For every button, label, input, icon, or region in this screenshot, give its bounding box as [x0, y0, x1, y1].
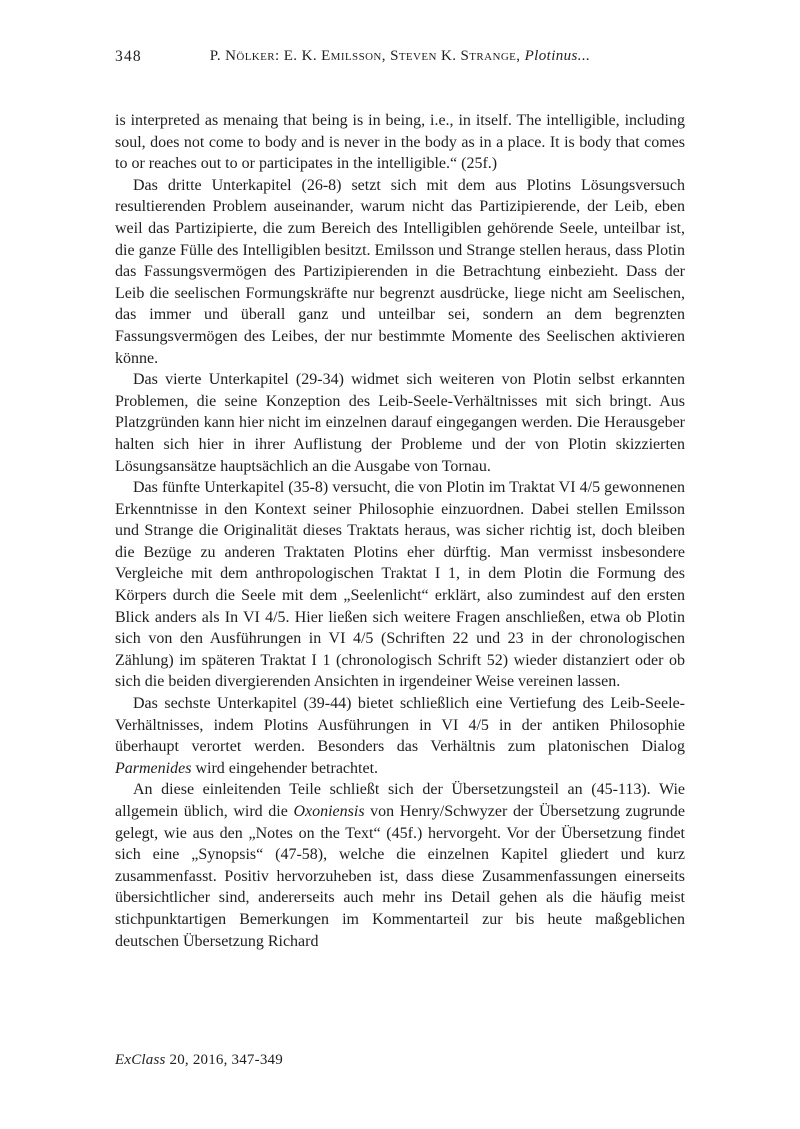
- paragraph-translation-text-end: von Henry/Schwyzer der Übersetzung zugrunde gelegt, wie aus den „Notes on the Text“ (45f.) hervorgeht. Vor der Übersetzung findet sich eine „Synopsis“ (47-58), welche die einzelnen Kapitel gliedert und kurz zusammenfasst. Positiv hervorzuheben ist, dass diese Zusammenfassungen einerseits übersichtlicher sind, andererseits auch mehr ins Detail gehen als die häufig meist stichpunktartigen Bemerkungen im Kommentarteil zur bis heute maßgeblichen deutschen Übersetzung Richard: [115, 803, 686, 950]
- dialog-title-parmenides: Parmenides: [115, 759, 192, 777]
- paragraph-fourth-subchapter: Das vierte Unterkapitel (29-34) widmet sich weiteren von Plotin selbst erkannten Problemen, die seine Konzeption des Leib-Seele-Verhältnisses mit sich bringt. Aus Platzgründen kann hier nicht im einzelnen darauf eingegangen werden. Die Herausgeber halten sich hier in ihrer Auflistung der Probleme und der von Plotin skizzierten Lösungsansätze hauptsächlich an die Ausgabe von Tornau.: [115, 371, 685, 475]
- paragraph-sixth-text-end: wird eingehender betrachtet.: [191, 759, 379, 777]
- edition-name-oxoniensis: Oxoniensis: [293, 803, 365, 820]
- journal-name: ExClass: [115, 1052, 166, 1068]
- footer-citation: 20, 2016, 347-349: [165, 1052, 283, 1068]
- page-header: [115, 48, 685, 65]
- running-head-work-title: Plotinus...: [524, 48, 591, 64]
- paragraph-sixth-subchapter: [115, 693, 685, 779]
- paragraph-third-subchapter: Das dritte Unterkapitel (26-8) setzt sich mit dem aus Plotins Lösungsversuch resultierenden Problem auseinander, warum nicht das Partizipierende, der Leib, eben weil das Partizipierte, die zum Bereich des Intelligiblen gehörende Seele, unteilbar ist, die ganze Fülle des Intelligiblen besitzt. Emilsson und Strange stellen heraus, dass Plotin das Fassungsvermögen des Partizipierenden in die Betrachtung einbezieht. Dass der Leib die seelischen Formungskräfte nur begrenzt ausdrücke, liege nicht am Seelischen, das immer und überall ganz und unteilbar sei, sondern an dem begrenzten Fassungsvermögen des Leibes, der nur bestimmte Momente des Seelischen aktivieren könne.: [115, 176, 685, 367]
- paragraph-fifth-subchapter: Das fünfte Unterkapitel (35-8) versucht, die von Plotin im Traktat VI 4/5 gewonnenen Erkenntnisse in den Kontext seiner Philosophie einzuordnen. Dabei stellen Emilsson und Strange die Originalität dieses Traktats heraus, was sicher richtig ist, doch bleiben die Bezüge zu anderen Traktaten Plotins eher dürftig. Man vermisst insbesondere Vergleiche mit dem anthropologischen Traktat I 1, in dem Plotin die Formung des Körpers durch die Seele mit dem „Seelenlicht“ erklärt, also zumindest auf den ersten Blick anders als In VI 4/5. Hier ließen sich weitere Fragen anschließen, etwa ob Plotin sich von den Ausführungen in VI 4/5 (Schriften 22 und 23 in der chronologischen Zählung) im späteren Traktat I 1 (chronologisch Schrift 52) wieder distanziert oder ob sich die beiden divergierenden Ansichten in irgendeiner Weise vereinen lassen.: [115, 479, 685, 691]
- review-body: [115, 110, 685, 952]
- page-number: 348: [115, 48, 142, 65]
- paragraph-english-quote: is interpreted as menaing that being is in being, i.e., in itself. The intelligible, including soul, does not come to body and is never in the body as in a place. It is body that comes to or reaches out to or participates in the intelligible.“ (25f.): [115, 112, 685, 173]
- paragraph-sixth-text-start: Das sechste Unterkapitel (39-44) bietet schließlich eine Vertiefung des Leib-Seele-Verhältnisses, indem Plotins Ausführungen in VI 4/5 in der antiken Philosophie überhaupt verortet werden. Besonders das Verhältnis zum platonischen Dialog: [115, 695, 685, 756]
- paragraph-translation-section: [115, 779, 685, 952]
- running-head-authors: P. Nölker: E. K. Emilsson, Steven K. Strange,: [209, 48, 525, 64]
- page-footer: [115, 1052, 283, 1069]
- paragraph-translation-text-start: An diese einleitenden Teile schließt sich der Übersetzungsteil an (45-113). Wie allgemein üblich, wird die: [115, 781, 685, 820]
